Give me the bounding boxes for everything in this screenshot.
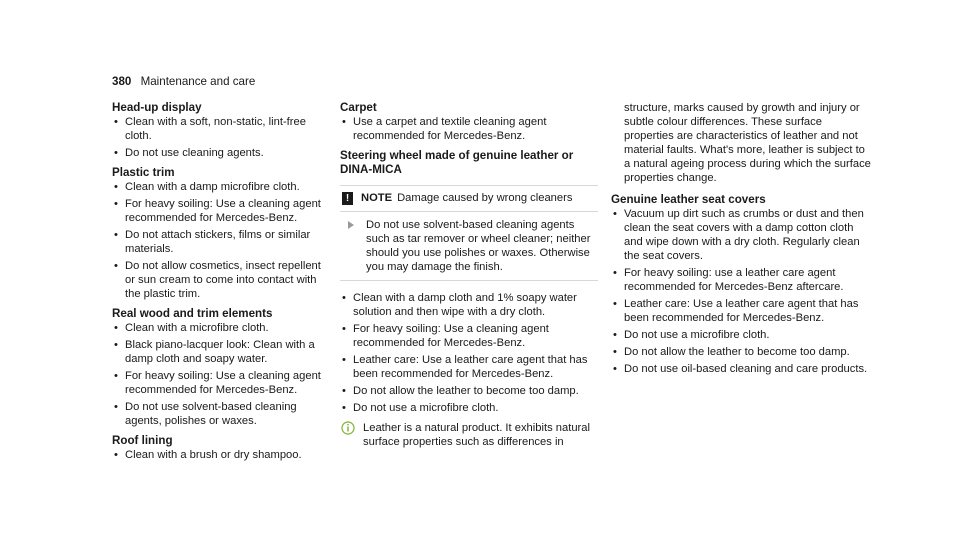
section-title: Maintenance and care	[140, 75, 256, 88]
list-item: • Do not allow cosmetics, insect repellent or sun cream to come into contact with the plastic trim.	[112, 259, 322, 301]
list-roof-lining	[112, 448, 322, 462]
note-label: NOTE	[361, 192, 393, 204]
list-item: • Do not attach stickers, films or similar materials.	[112, 228, 322, 256]
list-item: • For heavy soiling: Use a cleaning agent recommended for Mercedes-Benz.	[112, 369, 322, 397]
column-2	[340, 101, 598, 449]
list-item: • Do not use cleaning agents.	[112, 146, 322, 160]
list-item: • For heavy soiling: Use a cleaning agent recommended for Mercedes-Benz.	[340, 322, 598, 350]
info-icon	[341, 421, 355, 435]
list-steering-wheel	[340, 291, 598, 415]
note-title: Damage caused by wrong cleaners	[397, 192, 573, 204]
list-item: • Do not use a microfibre cloth.	[611, 328, 871, 342]
list-item: • Leather care: Use a leather care agent that has been recommended for Mercedes-Benz.	[340, 353, 598, 381]
list-item: • Use a carpet and textile cleaning agent recommended for Mercedes-Benz.	[340, 115, 598, 143]
list-item: • Clean with a damp cloth and 1% soapy water solution and then wipe with a dry cloth.	[340, 291, 598, 319]
heading-carpet: Carpet	[340, 101, 377, 114]
list-item: • Do not allow the leather to become too damp.	[340, 384, 598, 398]
list-item: • Black piano-lacquer look: Clean with a damp cloth and soapy water.	[112, 338, 322, 366]
note-header	[340, 186, 598, 212]
list-carpet	[340, 115, 598, 143]
list-plastic-trim	[112, 180, 322, 301]
list-item: • Clean with a soft, non-static, lint-free cloth.	[112, 115, 322, 143]
list-item: • Do not allow the leather to become too damp.	[611, 345, 871, 359]
list-item: • Do not use a microfibre cloth.	[340, 401, 598, 415]
list-item: • For heavy soiling: use a leather care agent recommended for Mercedes-Benz aftercare.	[611, 266, 871, 294]
list-item: • Do not use solvent-based cleaning agents, polishes or waxes.	[112, 400, 322, 428]
note-text: Do not use solvent-based cleaning agents such as tar remover or wheel cleaner; neither should you use polishes or waxes. Otherwise you may damage the finish.	[366, 219, 591, 273]
list-item: • Clean with a damp microfibre cloth.	[112, 180, 322, 194]
arrow-right-icon	[348, 221, 354, 229]
info-text: Leather is a natural product. It exhibits natural surface properties such as differences in	[363, 422, 590, 448]
page-number: 380	[112, 75, 132, 88]
heading-roof-lining: Roof lining	[112, 434, 173, 447]
list-leather-seat-covers	[611, 207, 871, 376]
list-item: • Vacuum up dirt such as crumbs or dust and then clean the seat covers with a damp cotton cloth and wipe down with a dry cloth. Regularly clean the seat covers.	[611, 207, 871, 263]
continued-paragraph: structure, marks caused by growth and injury or subtle colour differences. These surface properties are characteristics of leather and not material faults. What's more, leather is subject to a natural ageing process during which the surface properties change.	[624, 102, 871, 184]
list-item: • For heavy soiling: Use a cleaning agent recommended for Mercedes-Benz.	[112, 197, 322, 225]
list-headup-display	[112, 115, 322, 160]
note-body	[340, 212, 598, 280]
info-note	[340, 421, 598, 449]
heading-plastic-trim: Plastic trim	[112, 166, 175, 179]
heading-real-wood: Real wood and trim elements	[112, 307, 273, 320]
note-box	[340, 185, 598, 281]
list-item: • Clean with a microfibre cloth.	[112, 321, 322, 335]
heading-leather-seat-covers: Genuine leather seat covers	[611, 193, 766, 206]
heading-steering-wheel: Steering wheel made of genuine leather or DINA-MICA	[340, 149, 574, 176]
warning-icon: !	[342, 192, 353, 205]
column-1	[112, 101, 322, 468]
heading-headup-display: Head-up display	[112, 101, 202, 114]
page-header	[112, 75, 255, 89]
column-3	[611, 101, 871, 382]
list-item: • Clean with a brush or dry shampoo.	[112, 448, 322, 462]
list-real-wood	[112, 321, 322, 428]
list-item: • Do not use oil-based cleaning and care products.	[611, 362, 871, 376]
list-item: • Leather care: Use a leather care agent that has been recommended for Mercedes-Benz.	[611, 297, 871, 325]
